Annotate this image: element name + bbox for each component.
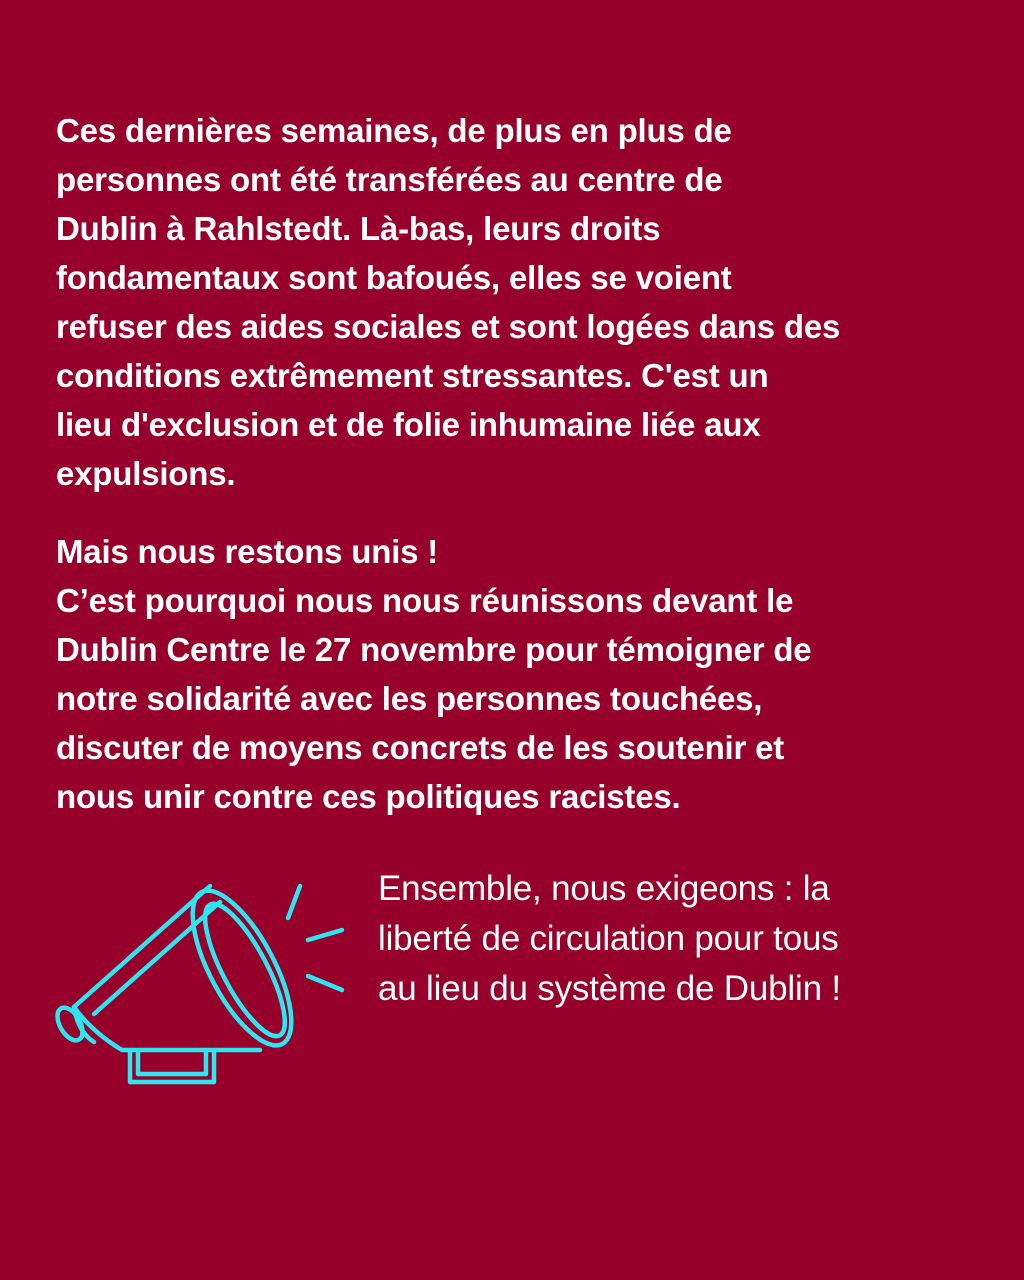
intro-line: expulsions. [56,455,236,492]
call-line: notre solidarité avec les personnes touchées, [56,680,763,717]
slogan-line: au lieu du système de Dublin ! [378,969,841,1008]
intro-line: lieu d'exclusion et de folie inhumaine liée aux [56,406,761,443]
slogan-line: liberté de circulation pour tous [378,919,839,958]
intro-line: fondamentaux sont bafoués, elles se voient [56,259,732,296]
call-to-action-paragraph [56,527,986,821]
intro-line: Ces dernières semaines, de plus en plus de [56,112,732,149]
intro-line: personnes ont été transférées au centre de [56,161,723,198]
intro-paragraph [56,106,986,498]
megaphone-icon [52,872,352,1092]
call-line: discuter de moyens concrets de les soutenir et [56,729,785,766]
call-line: Mais nous restons unis ! [56,533,439,570]
call-line: Dublin Centre le 27 novembre pour témoigner de [56,631,812,668]
slogan-text [378,864,988,1014]
call-line: C’est pourquoi nous nous réunissons devant le [56,582,794,619]
intro-line: Dublin à Rahlstedt. Là-bas, leurs droits [56,210,661,247]
call-line: nous unir contre ces politiques racistes. [56,778,681,815]
intro-line: refuser des aides sociales et sont logées dans des [56,308,841,345]
intro-line: conditions extrêmement stressantes. C'est un [56,357,769,394]
slogan-line: Ensemble, nous exigeons : la [378,869,830,908]
